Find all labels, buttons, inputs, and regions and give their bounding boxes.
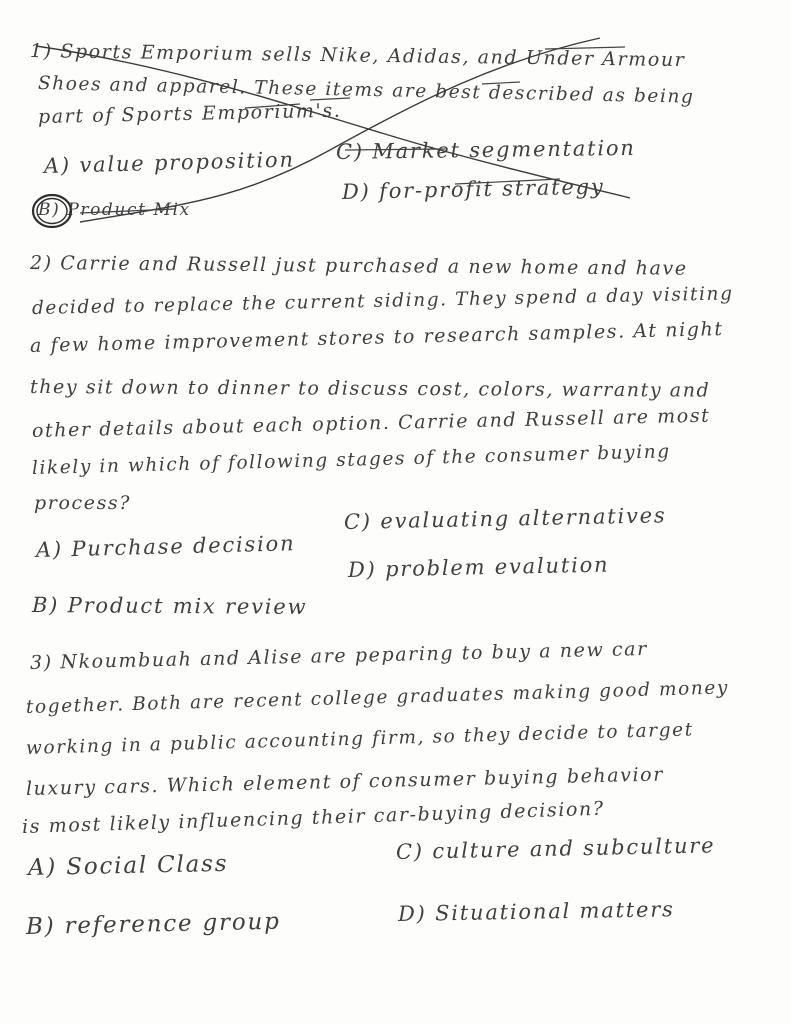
q3-option-d: D) Situational matters xyxy=(397,897,675,926)
strike-product-mix xyxy=(80,209,175,213)
q3-line-4: luxury cars. Which element of consumer buying behavior xyxy=(25,763,665,800)
q2-option-b: B) Product mix review xyxy=(31,593,308,619)
q2-line-6: likely in which of following stages of the consumer buying xyxy=(31,441,671,479)
strike-line-diagonal-up xyxy=(80,38,600,222)
strike-line-diagonal-down xyxy=(36,46,630,198)
q1-line-3: part of Sports Emporium's. xyxy=(37,99,342,128)
q3-line-5: is most likely influencing their car-buying decision? xyxy=(21,797,605,838)
q2-line-1: 2) Carrie and Russell just purchased a new home and have xyxy=(29,252,688,280)
strike-emporium xyxy=(245,98,350,108)
answer-circle-b xyxy=(33,195,71,227)
q2-option-a: A) Purchase decision xyxy=(35,531,296,562)
q3-option-a: A) Social Class xyxy=(27,850,229,881)
q1-option-b: B) Product Mix xyxy=(38,200,191,220)
q1-line-1: 1) Sports Emporium sells Nike, Adidas, and Under Armour xyxy=(29,40,686,72)
strike-best xyxy=(482,82,520,84)
strike-under-armour xyxy=(545,47,625,49)
q2-line-2: decided to replace the current siding. They spend a day visiting xyxy=(31,283,734,319)
q2-line-4: they sit down to dinner to discuss cost, colors, warranty and xyxy=(29,376,711,402)
q2-option-d: D) problem evalution xyxy=(347,552,610,582)
q2-line-7: process? xyxy=(34,492,132,514)
q3-option-c: C) culture and subculture xyxy=(395,833,716,864)
q1-option-a: A) value proposition xyxy=(43,147,296,178)
q2-option-c: C) evaluating alternatives xyxy=(343,503,667,534)
q2-line-3: a few home improvement stores to research samples. At night xyxy=(29,318,724,357)
q3-line-2: together. Both are recent college graduates making good money xyxy=(25,677,730,718)
strike-market xyxy=(345,149,445,150)
q1-option-d: D) for-profit strategy xyxy=(341,174,605,204)
q1-line-2: Shoes and apparel. These items are best described as being xyxy=(37,73,695,108)
answer-circle-b-inner xyxy=(37,199,67,224)
q3-line-1: 3) Nkoumbuah and Alise are peparing to buy a new car xyxy=(29,637,649,674)
q1-option-c: C) Market segmentation xyxy=(335,135,636,164)
q3-line-3: working in a public accounting firm, so they decide to target xyxy=(25,719,695,759)
q3-option-b: B) reference group xyxy=(25,908,281,940)
strike-profit xyxy=(455,179,560,184)
q2-line-5: other details about each option. Carrie and Russell are most xyxy=(31,404,711,442)
